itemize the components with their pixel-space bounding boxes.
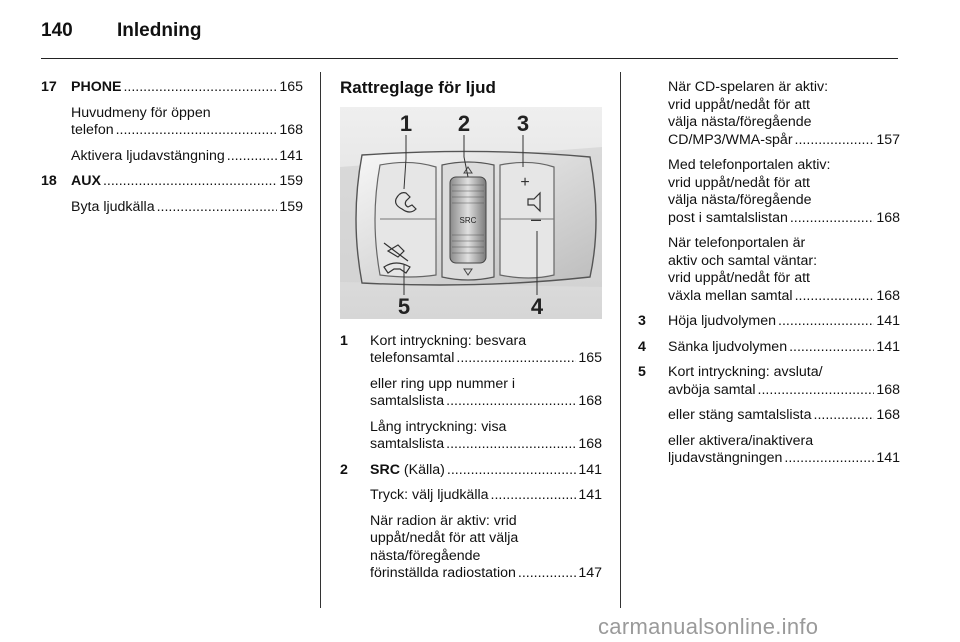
entry-line [370,350,602,368]
leader-dots [103,173,277,191]
entry-line [370,462,602,480]
entry-label: förinställda radiostation [370,565,516,581]
entry-line [668,407,900,425]
entry-line [71,173,303,191]
src-suffix: (Källa) [399,461,445,478]
volume-plus-icon: + [520,173,530,191]
index-entry-18 [41,173,303,191]
page-ref[interactable]: 168 [876,407,900,423]
entry-line [71,148,303,166]
entry-line [668,313,900,331]
page-ref[interactable]: 165 [279,79,303,95]
sub-entry [668,235,900,305]
leader-dots [790,210,874,228]
entry-line [71,122,303,140]
page-ref[interactable]: 165 [578,350,602,366]
item-number: 4 [638,338,646,355]
page-ref[interactable]: 168 [578,436,602,452]
leader-dots [784,450,874,468]
item-text: När radion är aktiv: vrid [370,512,517,529]
leader-dots [758,382,875,400]
page-number: 140 [41,20,73,41]
entry-line [668,339,900,357]
volume-minus-icon: – [530,208,542,229]
legend-item-5 [638,364,900,399]
leader-dots [446,393,576,411]
callout-5: 5 [397,293,411,319]
watermark: carmanualsonline.info [598,614,819,639]
entry-label: Sänka ljudvolymen [668,338,788,355]
entry-number: 17 [41,79,57,95]
page-ref[interactable]: 141 [876,450,900,466]
page-ref[interactable]: 141 [578,461,602,478]
left-column [41,79,303,224]
callout-1: 1 [399,110,413,136]
entry-label: ljudavstängningen [668,450,783,466]
item-text: eller aktivera/inaktivera [668,432,814,449]
sub-entry [370,376,602,411]
page-ref[interactable]: 159 [279,198,303,215]
sub-entry [370,513,602,583]
leader-dots [491,487,577,505]
entry-line [668,132,900,150]
sub-entry [71,105,303,140]
leader-dots [227,148,278,166]
page-ref[interactable]: 141 [876,338,900,355]
column-divider-left [320,72,321,608]
page-title: Inledning [117,20,202,41]
leader-dots [447,462,576,480]
entry-label: växla mellan samtal [668,287,793,304]
entry-line [370,565,602,583]
section-heading: Rattreglage för ljud [340,78,496,97]
entry-label: eller stäng samtalslista [668,407,812,423]
entry-line [370,393,602,411]
sub-entry [668,407,900,425]
item-text: Lång intryckning: visa [370,418,507,435]
entry-label: telefonsamtal [370,350,455,366]
page-ref[interactable]: 168 [876,287,900,304]
item-text: eller ring upp nummer i [370,375,516,392]
page-ref[interactable]: 141 [578,487,602,503]
entry-line [370,436,602,454]
item-text: vrid uppåt/nedåt för att [668,270,810,286]
index-entry-17 [41,79,303,97]
leader-dots [446,436,576,454]
item-text: När CD-spelaren är aktiv: [668,79,829,95]
sub-entry [668,157,900,227]
entry-line [668,210,900,228]
src-label: SRC [459,215,477,225]
entry-label: CD/MP3/WMA-spår [668,131,793,148]
leader-dots [814,407,875,425]
leader-dots [789,339,874,357]
page-ref[interactable]: 159 [279,173,303,189]
sub-entry [370,487,602,505]
leader-dots [456,350,576,368]
leader-dots [778,313,874,331]
legend-item-1 [340,333,602,368]
sub-entry [71,199,303,217]
page-ref[interactable]: 168 [876,381,900,398]
leader-dots [518,565,576,583]
item-number: 3 [638,313,646,329]
sub-entry [668,79,900,149]
middle-column [340,79,602,591]
entry-label: samtalslista [370,393,445,409]
entry-line [668,382,900,400]
page-ref[interactable]: 141 [876,313,900,329]
item-text: Kort intryckning: avsluta/ [668,364,823,380]
item-text: Kort intryckning: besvara [370,332,527,349]
item-text: välja nästa/föregående [668,114,812,130]
src-keyword: SRC [370,461,400,478]
page-ref[interactable]: 168 [578,393,602,409]
entry-label: telefon [71,122,114,138]
item-number: 2 [340,461,348,478]
entry-line [668,288,900,306]
item-text: Med telefonportalen aktiv: [668,157,831,173]
page-ref[interactable]: 141 [279,147,303,164]
callout-4: 4 [530,293,544,319]
leader-dots [795,288,875,306]
header-rule [41,58,898,59]
entry-line [370,487,602,505]
entry-text: Huvudmeny för öppen [71,104,211,121]
item-text: vrid uppåt/nedåt för att [668,96,810,113]
entry-line [71,79,303,97]
item-text: aktiv och samtal väntar: [668,252,818,269]
entry-line [668,450,900,468]
entry-label: Aktivera ljudavstängning [71,147,225,164]
leader-dots [795,132,875,150]
page-ref[interactable]: 168 [279,122,303,138]
entry-label: PHONE [71,79,122,95]
sub-entry [71,148,303,166]
legend-item-4 [638,339,900,357]
leader-dots [157,199,278,217]
steering-controls-figure [340,107,602,319]
steering-controls-illustration [340,107,602,319]
sub-entry [668,433,900,468]
entry-label: Byta ljudkälla [71,198,155,215]
item-text: vrid uppåt/nedåt för att [668,174,810,191]
legend-item-3 [638,313,900,331]
sub-entry [370,419,602,454]
callout-2: 2 [457,110,471,136]
item-number: 1 [340,332,348,349]
entry-label [370,462,445,480]
leader-dots [116,122,278,140]
page-ref[interactable]: 168 [876,209,900,226]
callout-3: 3 [516,110,530,136]
item-text: välja nästa/föregående [668,192,812,208]
column-divider-right [620,72,621,608]
item-text: uppåt/nedåt för att välja [370,530,519,546]
item-text: nästa/föregående [370,547,481,564]
item-number: 5 [638,364,646,380]
entry-label: avböja samtal [668,381,756,398]
item-text: När telefonportalen är [668,235,806,251]
legend-item-2 [340,462,602,480]
entry-line [71,199,303,217]
right-column [638,79,900,476]
entry-number: 18 [41,173,57,189]
entry-label: Höja ljudvolymen [668,313,777,329]
page-ref[interactable]: 147 [578,565,602,581]
leader-dots [123,79,277,97]
entry-label: samtalslista [370,436,445,452]
entry-label: AUX [71,173,101,189]
entry-label: post i samtalslistan [668,209,788,226]
entry-label: Tryck: välj ljudkälla [370,487,489,503]
page-ref[interactable]: 157 [876,131,900,148]
